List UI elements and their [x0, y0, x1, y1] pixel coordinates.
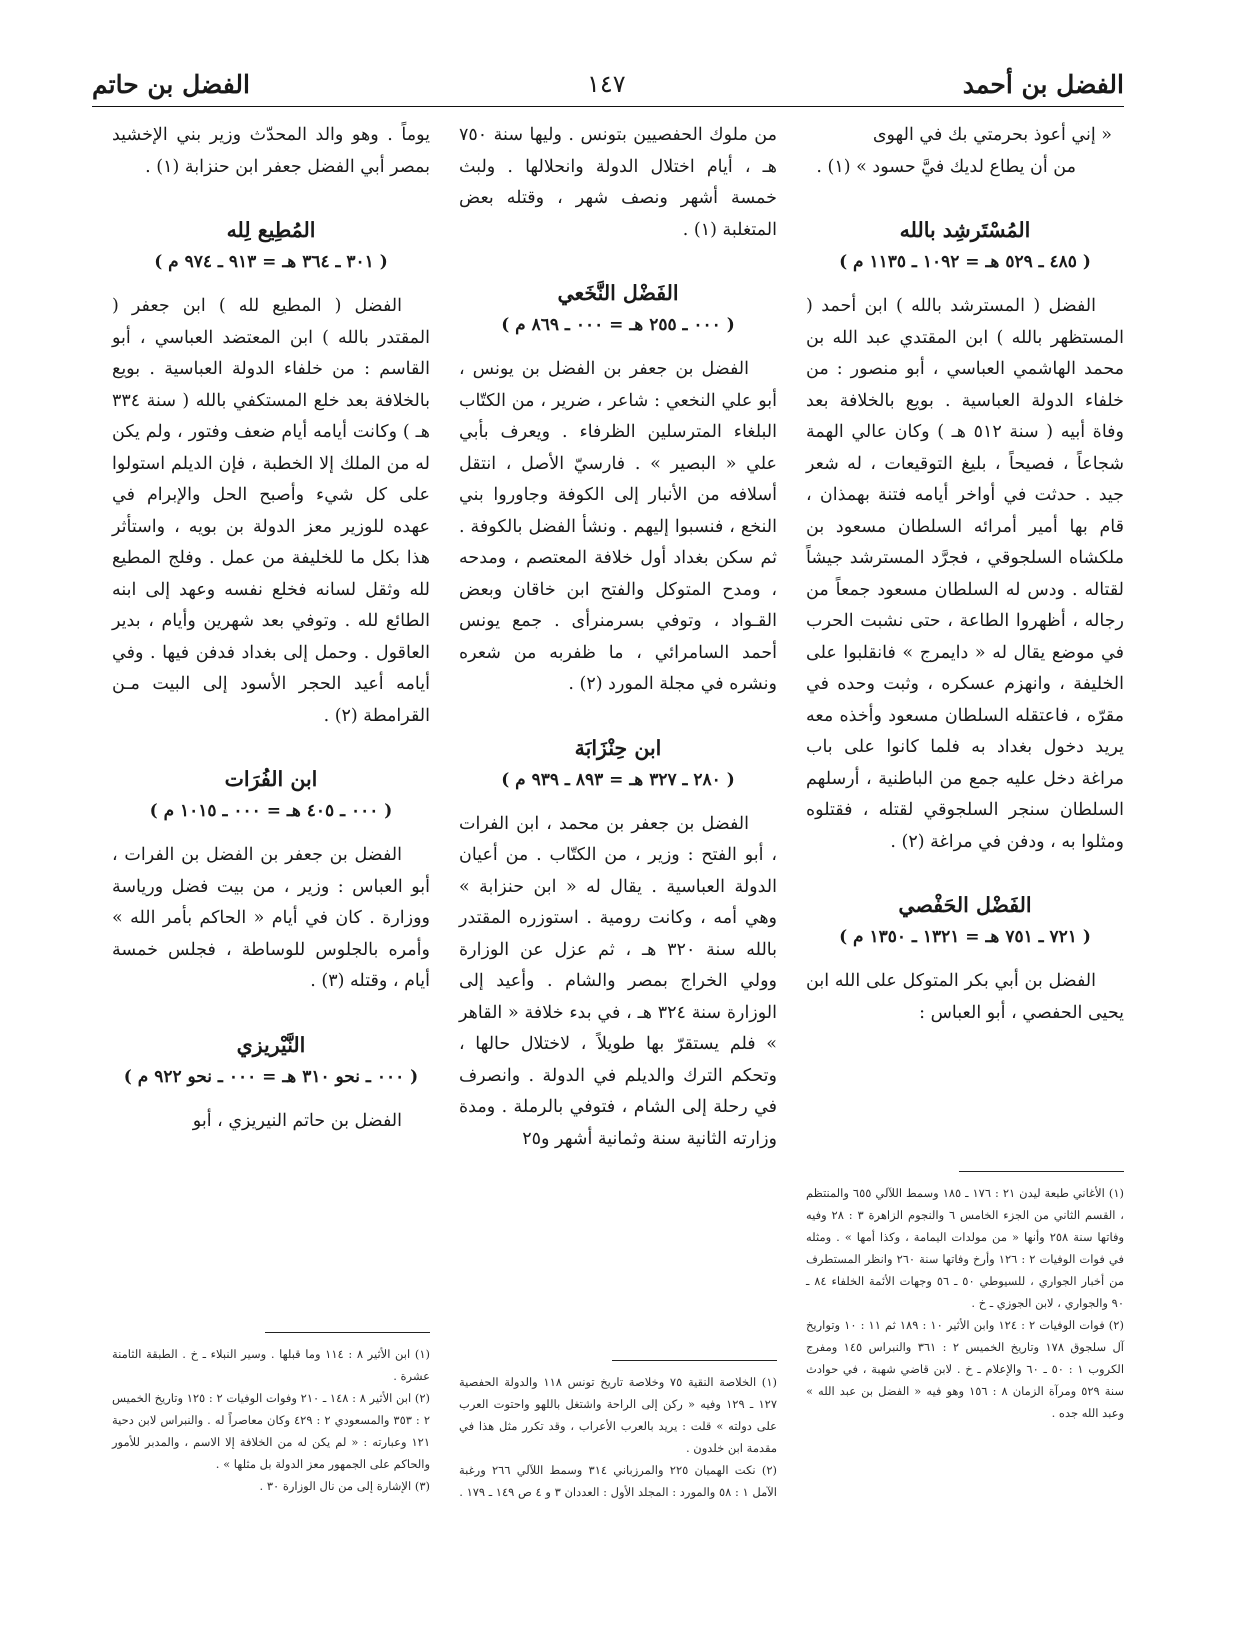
entry-title: النَّيْريزي [236, 1032, 306, 1057]
entry [459, 276, 777, 701]
footnote: (١) الخلاصة النقية ٧٥ وخلاصة تاريخ تونس ١١٨ والدولة الحفصية ١٢٧ ـ ١٢٩ وفيه « ركن إلى الراحة واشتغل باللهو واحتوت العرب على دولته » قلت : يريد بالعرب الأعراب ، وقد تكرر مثل هذا في مقدمة ابن خلدون . [459, 1375, 777, 1455]
entry-title: المُطِيع لِله [226, 218, 316, 242]
entry-title: المُسْتَرشِد بالله [899, 218, 1031, 242]
entry-body: الفضل بن جعفر بن الفضل بن الفرات ، أبو العباس : وزير ، من بيت فضل ورياسة ووزارة . كان في أيام « الحاكم بأمر الله » وأمره بالجلوس للوساطة ، فجلس خمسة أيام ، وقتله (٣) . [112, 845, 430, 991]
running-header [92, 62, 1124, 107]
verse-line: من أن يطاع لديك فيَّ حسود » (١) . [816, 156, 1076, 177]
entry-title: الفَضْل الحَفْصي [898, 893, 1032, 917]
entry [459, 731, 777, 1156]
footnotes-left [112, 1312, 430, 1497]
entry [806, 888, 1124, 1029]
continuation-text: يوماً . وهو والد المحدّث وزير بني الإخشيد بمصر أبي الفضل جعفر ابن حنزابة (١) . [112, 125, 430, 177]
entry [112, 762, 430, 998]
entry-dates: ( ٧٢١ ـ ٧٥١ هـ = ١٣٢١ ـ ١٣٥٠ م ) [839, 927, 1091, 947]
entry-dates: ( ٤٨٥ ـ ٥٢٩ هـ = ١٠٩٢ ـ ١١٣٥ م ) [839, 252, 1091, 272]
footnote: (٣) الإشارة إلى من نال الوزارة ٣٠ . [259, 1479, 430, 1493]
footnote-rule [959, 1171, 1124, 1172]
footnotes-middle [459, 1340, 777, 1503]
entry [112, 213, 430, 732]
header-left-title: الفضل بن حاتم [92, 69, 250, 99]
entry-body: الفضل بن حاتم النيريزي ، أبو [192, 1110, 402, 1131]
entry-body: الفضل ( المطيع لله ) ابن جعفر ( المقتدر بالله ) ابن المعتضد العباسي ، أبو القاسم : من خلفاء الدولة العباسية . بويع بالخلافة بعد خلع المستكفي بالله ( سنة ٣٣٤ هـ ) وكانت أيامه أيام ضعف وفتور ، ولم يكن له من الملك إلا الخطبة ، فإن الديلم استولوا على كل شيء وأصبح الحل والإبرام في عهده للوزير معز الدولة بن بويه ، واستأثر هذا بكل ما للخليفة من عمل . وفلج المطيع لله وثقل لسانه فخلع نفسه وعهد إلى ابنه الطائع لله . وتوفي بعد شهرين وأيام ، بدير العاقول . وحمل إلى بغداد فدفن فيها . وفي أيامه أعيد الحجر الأسود إلى البيت مـن القرامطة (٢) . [112, 296, 430, 726]
entry-body: الفضل ( المسترشد بالله ) ابن أحمد ( المستظهر بالله ) ابن المقتدي عبد الله بن محمد الهاشمي العباسي ، أبو منصور : من خلفاء الدولة العباسية . بويع بالخلافة بعد وفاة أبيه ( سنة ٥١٢ هـ ) وكان عالي الهمة شجاعاً ، فصيحاً ، بليغ التوقيعات ، له شعر جيد . حدثت في أواخر أيامه فتنة بهمذان ، قام بها أمير أمرائه السلطان مسعود بن ملكشاه السلجوقي ، فجرَّد المسترشد جيشاً لقتاله . ودس له السلطان مسعود جمعاً من رجاله ، أظهروا الطاعة ، حتى نشبت الحرب في موضع يقال له « دايمرج » فانقلبوا على الخليفة ، وانهزم عسكره ، وثبت وحده في مقرّه ، فاعتقله السلطان مسعود وأخذه معه يريد دخول بغداد به فلما كانوا على باب مراغة دخل عليه جمع من الباطنية ، أرسلهم السلطان سنجر السلجوقي لقتله ، فقتلوه ومثلوا به ، ودفن في مراغة (٢) . [806, 296, 1124, 852]
entry-title: ابن الفُرَات [224, 767, 318, 791]
entry-body: الفضل بن جعفر بن الفضل بن يونس ، أبو علي النخعي : شاعر ، ضرير ، من الكتّاب البلغاء المترسلين الظرفاء . ويعرف بأبي علي « البصير » . فارسيّ الأصل ، انتقل أسلافه من الأنبار إلى الكوفة وجاوروا بني النخع ، فنسبوا إليهم . ونشأ الفضل بالكوفة . ثم سكن بغداد أول خلافة المعتصم ، ومدحه ، ومدح المتوكل والفتح ابن خاقان وبعض القـواد ، وتوفي بسرمنرأى . جمع يونس أحمد السامرائي ، ما ظفربه من شعره ونشره في مجلة المورد (٢) . [459, 359, 777, 694]
footnote-rule [612, 1360, 777, 1361]
entry-title: الفَضْل النَّخَعي [557, 281, 679, 305]
footnote: (٢) ابن الأثير ٨ : ١٤٨ ـ ٢١٠ وفوات الوفيات ٢ : ١٢٥ وتاريخ الخميس ٢ : ٣٥٣ والمسعودي ٢ : ٤٢٩ وكان معاصراً له . والنبراس لابن دحية ١٢١ وعبارته : « لم يكن له من الخلافة إلا الاسم ، والمدبر للأمور والحاكم على الجمهور معز الدولة بل مثلها » . [112, 1391, 431, 1471]
entry-dates: ( ٠٠٠ ـ ٢٥٥ هـ = ٠٠٠ ـ ٨٦٩ م ) [501, 315, 735, 335]
entry-dates: ( ٠٠٠ ـ نحو ٣١٠ هـ = ٠٠٠ ـ نحو ٩٢٢ م ) [123, 1066, 419, 1087]
page-number: ١٤٧ [587, 70, 626, 98]
entry-body: الفضل بن أبي بكر المتوكل على الله ابن يحيى الحفصي ، أبو العباس : [806, 971, 1124, 1023]
entry-title: ابن حِنْزَابَة [574, 735, 662, 760]
entry [112, 1028, 430, 1138]
footnotes-right [806, 1151, 1124, 1424]
continuation-text: من ملوك الحفصيين بتونس . وليها سنة ٧٥٠ هـ ، أيام اختلال الدولة وانحلالها . ولبث خمسة أشهر ونصف شهر ، وقتله بعض المتغلبة (١) . [459, 125, 777, 240]
verse-line: « إني أعوذ بحرمتي بك في الهوى [872, 125, 1112, 145]
footnote: (١) الأغاني طبعة ليدن ٢١ : ١٧٦ ـ ١٨٥ وسمط اللآلي ٦٥٥ والمنتظم ، القسم الثاني من الجزء الخامس ٦ والنجوم الزاهرة ٣ : ٢٨ وفيه وفاتها سنة ٢٥٨ وأنها « من مولدات اليمامة ، وكذا أمها » . ومثله في فوات الوفيات ٢ : ١٢٦ وأرخ وفاتها سنة ٢٦٠ وانظر المستطرف من أخبار الجواري ، للسيوطي ٥٠ ـ ٥٦ وجهات الأئمة الخلفاء ٨٤ ـ ٩٠ والجواري ، لابن الجوزي ـ خ . [806, 1186, 1125, 1310]
entry-dates: ( ٣٠١ ـ ٣٦٤ هـ = ٩١٣ ـ ٩٧٤ م ) [154, 252, 388, 272]
footnote: (٢) نكت الهميان ٢٢٥ والمرزباني ٣١٤ وسمط اللآلي ٢٦٦ ورغبة الآمل ١ : ٥٨ والمورد : المجلد الأول : العددان ٣ و ٤ ص ١٤٩ ـ ١٧٩ . [459, 1463, 777, 1499]
footnote: (٢) فوات الوفيات ٢ : ١٢٤ وابن الأثير ١٠ : ١٨٩ ثم ١١ : ١٠ وتواريخ آل سلجوق ١٧٨ وتاريخ الخميس ٢ : ٣٦١ والنبراس ١٤٥ ومفرج الكروب ١ : ٥٠ ـ ٦٠ والإعلام ـ خ . لابن قاضي شهبة ، في حوادث سنة ٥٢٩ ومرآة الزمان ٨ : ١٥٦ وهو فيه « الفضل بن عبد الله » وعبد الله جده . [806, 1318, 1125, 1420]
entry-body: الفضل بن جعفر بن محمد ، ابن الفرات ، أبو الفتح : وزير ، من الكتّاب . من أعيان الدولة العباسية . يقال له « ابن حنزابة » وهي أمه ، وكانت رومية . استوزره المقتدر بالله سنة ٣٢٠ هـ ، ثم عزل عن الوزارة وولي الخراج بمصر والشام . وأعيد إلى الوزارة سنة ٣٢٤ هـ ، في بدء خلافة « القاهر » فلم يستقرّ بها طويلاً ، لاختلال حالها ، وتحكم الترك والديلم في الدولة . وانصرف في رحلة إلى الشام ، فتوفي بالرملة . ومدة وزارته الثانية سنة وثمانية أشهر و٢٥ [459, 813, 778, 1149]
entry-dates: ( ٠٠٠ ـ ٤٠٥ هـ = ٠٠٠ ـ ١٠١٥ م ) [149, 801, 393, 821]
footnote-rule [265, 1332, 430, 1333]
entry [806, 213, 1124, 858]
entry-dates: ( ٢٨٠ ـ ٣٢٧ هـ = ٨٩٣ ـ ٩٣٩ م ) [501, 769, 735, 790]
header-right-title: الفضل بن أحمد [962, 69, 1124, 99]
footnote: (١) ابن الأثير ٨ : ١١٤ وما قبلها . وسير النبلاء ـ خ . الطبقة الثامنة عشرة . [112, 1347, 430, 1383]
